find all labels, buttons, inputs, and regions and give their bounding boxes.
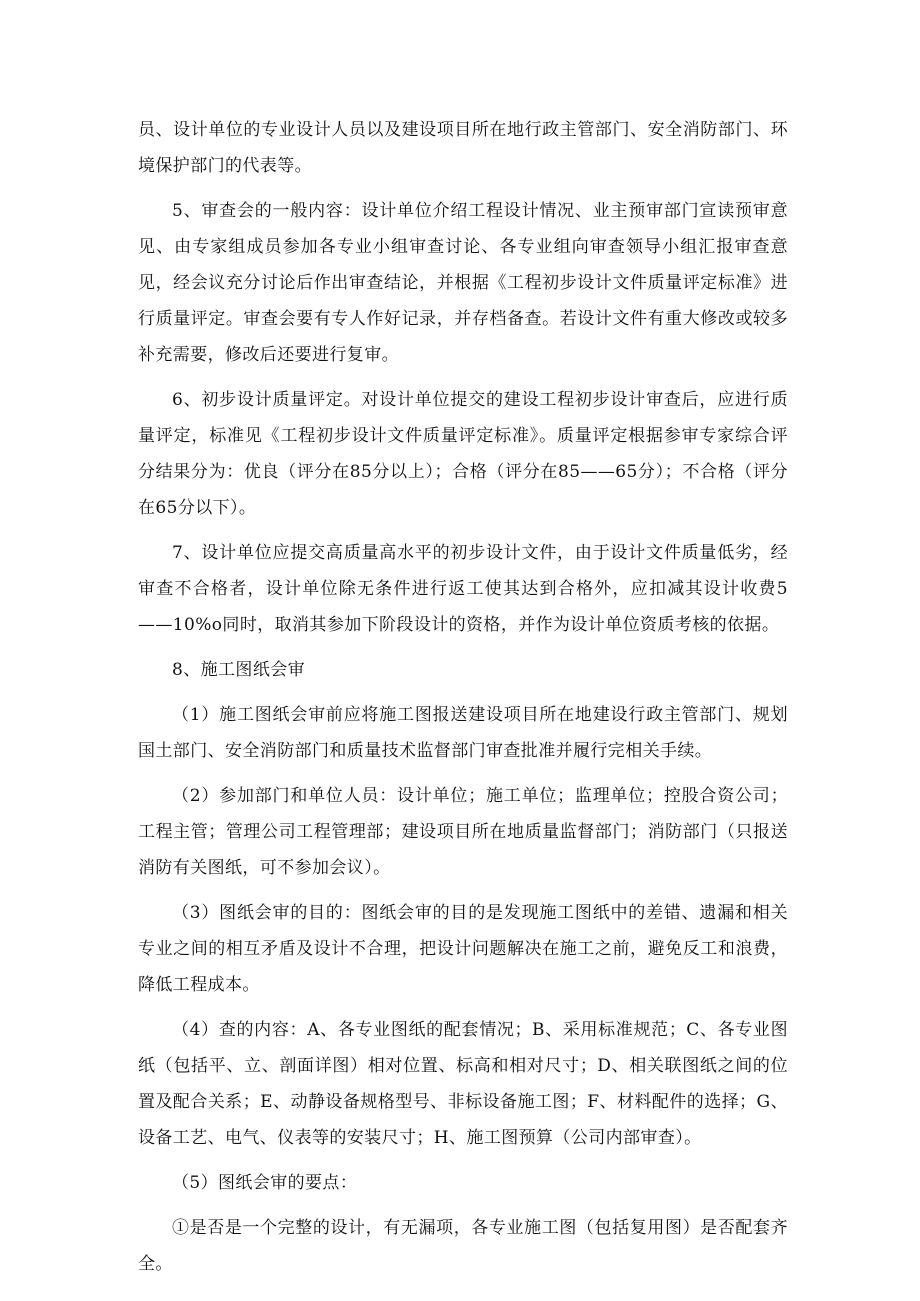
paragraph-item-6: 6、初步设计质量评定。对设计单位提交的建设工程初步设计审查后，应进行质量评定，标准见《工程初步设计文件质量评定标准》。质量评定根据参审专家综合评分结果分为：优良（评分在85分以上）；合格（评分在85——65分）；不合格（评分在65分以下）。 — [138, 390, 788, 518]
paragraph-sub-5: （5）图纸会审的要点： — [172, 1173, 358, 1193]
paragraph-sub-3: （3）图纸会审的目的：图纸会审的目的是发现施工图纸中的差错、遗漏和相关专业之间的相互矛盾及设计不合理，把设计问题解决在施工之前，避免反工和浪费，降低工程成本。 — [138, 903, 788, 995]
paragraph-sub-1: （1）施工图纸会审前应将施工图报送建设项目所在地建设行政主管部门、规划国土部门、安全消防部门和质量技术监督部门审查批准并履行完相关手续。 — [138, 705, 788, 761]
paragraph-sub-4: （4）查的内容：A、各专业图纸的配套情况；B、采用标准规范；C、各专业图纸（包括平、立、剖面详图）相对位置、标高和相对尺寸；D、相关联图纸之间的位置及配合关系；E、动静设备规格型号、非标设备施工图；F、材料配件的选择；G、设备工艺、电气、仪表等的安装尺寸；H、施工图预算（公司内部审查）。 — [138, 1020, 788, 1148]
paragraph-sub-2: （2）参加部门和单位人员：设计单位；施工单位；监理单位；控股合资公司；工程主管；管理公司工程管理部；建设项目所在地质量监督部门；消防部门（只报送消防有关图纸，可不参加会议）。 — [138, 786, 788, 878]
paragraph-item-7: 7、设计单位应提交高质量高水平的初步设计文件，由于设计文件质量低劣，经审查不合格者，设计单位除无条件进行返工使其达到合格外，应扣减其设计收费5——10%o同时，取消其参加下阶段设计的资格，并作为设计单位资质考核的依据。 — [138, 543, 788, 635]
paragraph-item-5: 5、审查会的一般内容：设计单位介绍工程设计情况、业主预审部门宣读预审意见、由专家组成员参加各专业小组审查讨论、各专业组向审查领导小组汇报审查意见，经会议充分讨论后作出审查结论，并根据《工程初步设计文件质量评定标准》进行质量评定。审查会要有专人作好记录，并存档备查。若设计文件有重大修改或较多补充需要，修改后还要进行复审。 — [138, 201, 788, 365]
document-body — [138, 112, 788, 1291]
section-heading-8: 8、施工图纸会审 — [172, 660, 306, 680]
paragraph-continuation: 员、设计单位的专业设计人员以及建设项目所在地行政主管部门、安全消防部门、环境保护部门的代表等。 — [138, 120, 788, 176]
paragraph-point-1: ①是否是一个完整的设计，有无漏项，各专业施工图（包括复用图）是否配套齐全。 — [138, 1218, 788, 1274]
